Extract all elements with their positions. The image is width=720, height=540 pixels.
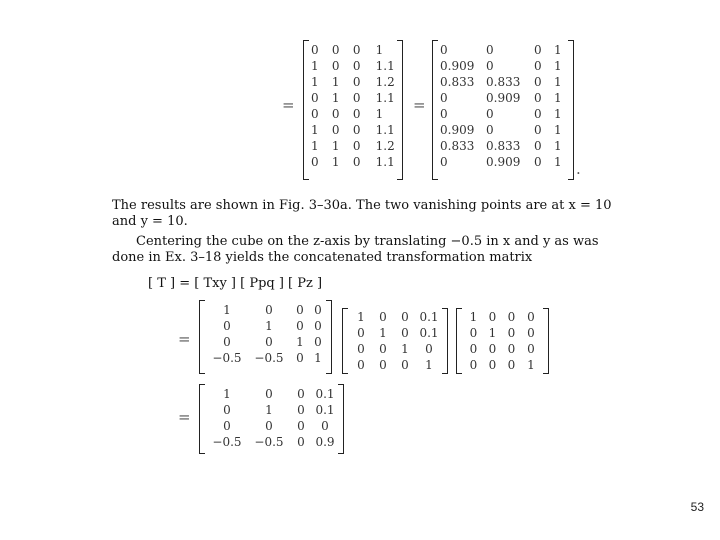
matrix-cell: 0 [314, 335, 322, 349]
matrix-cell: 0.909 [486, 91, 521, 105]
matrix-row [311, 138, 403, 154]
matrix-cell: 0.1 [419, 326, 439, 340]
matrix-cell: 1.2 [375, 75, 395, 89]
matrix-cell: 1 [425, 358, 433, 372]
matrix-cell: 1 [223, 303, 231, 317]
matrix-cell: 1 [554, 43, 562, 57]
matrix-cell: 1 [379, 326, 387, 340]
matrix-cell: 0 [296, 351, 304, 365]
matrix-row [311, 42, 403, 58]
matrix-cell: 0 [297, 435, 305, 449]
matrix-cell: 0 [311, 91, 319, 105]
paragraph-line-1: The results are shown in Fig. 3–30a. The two vanishing points are at x = 10 [112, 198, 612, 213]
matrix-cell: 1 [554, 59, 562, 73]
matrix-cell: 0 [401, 358, 409, 372]
page-number: 53 [690, 500, 704, 514]
matrix-cell: 1 [554, 75, 562, 89]
matrix-cell: 1 [331, 155, 340, 169]
matrix-cell: 0 [223, 335, 231, 349]
matrix-cell: 0 [379, 358, 387, 372]
top-matrix-a [303, 40, 403, 180]
matrix-row [464, 357, 541, 373]
matrix-cell: 0 [352, 43, 361, 57]
matrix-cell: 0.1 [315, 403, 335, 417]
matrix-cell: 0 [534, 139, 542, 153]
matrix-cell: 0 [352, 59, 361, 73]
matrix-row [207, 386, 339, 402]
matrix-cell: 0 [311, 107, 319, 121]
matrix-row [464, 325, 541, 341]
matrix-cell: 0 [352, 139, 361, 153]
matrix-cell: 1 [357, 310, 365, 324]
matrix-cell: 0 [507, 310, 516, 324]
matrix-cell: 1 [314, 351, 322, 365]
matrix-cell: 0 [331, 123, 340, 137]
matrix-cell: 0 [486, 43, 494, 57]
matrix-row [350, 309, 442, 325]
matrix-txy [199, 300, 332, 374]
matrix-cell: 0 [296, 303, 304, 317]
matrix-cell: 0.909 [440, 59, 475, 73]
matrix-cell: 0.9 [315, 435, 335, 449]
matrix-cell: 0 [223, 319, 231, 333]
matrix-cell: 1.1 [375, 155, 395, 169]
top-equals-2: = [413, 96, 426, 114]
matrix-cell: 1.1 [375, 91, 395, 105]
matrix-cell: 1 [311, 123, 319, 137]
matrix-row [311, 154, 403, 170]
matrix-cell: 0 [488, 310, 497, 324]
matrix-cell: 1 [375, 43, 384, 57]
matrix-cell: 0 [223, 403, 231, 417]
paragraph-line-4: done in Ex. 3–18 yields the concatenated transformation matrix [112, 250, 533, 265]
equals-row-2: = [178, 408, 191, 426]
matrix-row [440, 138, 572, 154]
matrix-cell: 1 [554, 91, 562, 105]
matrix-cell: 0 [331, 59, 340, 73]
matrix-cell: 1.1 [375, 59, 395, 73]
matrix-cell: 1 [554, 155, 562, 169]
matrix-cell: 0 [223, 419, 231, 433]
matrix-cell: 0 [311, 155, 319, 169]
matrix-cell: 1 [488, 326, 497, 340]
matrix-cell: 1 [331, 91, 340, 105]
matrix-cell: 0 [469, 326, 478, 340]
matrix-row [311, 90, 403, 106]
matrix-cell: 0 [507, 342, 516, 356]
matrix-row [440, 58, 572, 74]
matrix-cell: 0 [265, 303, 273, 317]
top-matrix-b [432, 40, 574, 180]
matrix-cell: 0 [440, 107, 448, 121]
matrix-cell: −0.5 [212, 351, 242, 365]
matrix-cell: 0 [296, 319, 304, 333]
matrix-row [464, 309, 541, 325]
matrix-cell: 0 [352, 91, 361, 105]
matrix-cell: 1 [469, 310, 478, 324]
matrix-cell: 0 [357, 342, 365, 356]
matrix-cell: 0 [401, 326, 409, 340]
matrix-cell: 1 [311, 59, 319, 73]
matrix-row [350, 325, 442, 341]
top-period: . [576, 160, 581, 178]
matrix-cell: 0 [265, 419, 273, 433]
matrix-row [440, 74, 572, 90]
matrix-cell: 0 [314, 319, 322, 333]
matrix-cell: 1 [223, 387, 231, 401]
matrix-cell: 1 [311, 139, 319, 153]
matrix-cell: 0.833 [486, 75, 521, 89]
top-equals-1: = [282, 96, 295, 114]
matrix-cell: 0 [425, 342, 433, 356]
matrix-row [207, 402, 339, 418]
matrix-row [311, 122, 403, 138]
matrix-row [311, 106, 403, 122]
matrix-cell: 0 [534, 91, 542, 105]
matrix-cell: 1 [311, 75, 319, 89]
matrix-row [440, 154, 572, 170]
matrix-row [440, 122, 572, 138]
matrix-cell: 0 [297, 403, 305, 417]
matrix-cell: 1 [331, 139, 340, 153]
matrix-cell: 0 [379, 342, 387, 356]
matrix-cell: 0 [352, 155, 361, 169]
matrix-cell: 0 [297, 419, 305, 433]
matrix-cell: 0.1 [419, 310, 439, 324]
matrix-cell: 0 [331, 107, 340, 121]
matrix-cell: 1 [401, 342, 409, 356]
matrix-cell: 0 [311, 43, 319, 57]
equals-row-1: = [178, 330, 191, 348]
matrix-cell: −0.5 [254, 351, 284, 365]
matrix-cell: 0.833 [440, 75, 475, 89]
matrix-cell: −0.5 [212, 435, 242, 449]
matrix-cell: 0 [534, 43, 542, 57]
matrix-cell: 0.1 [315, 387, 335, 401]
matrix-cell: 0 [507, 358, 516, 372]
matrix-cell: 0 [469, 342, 478, 356]
matrix-cell: 0 [488, 342, 497, 356]
paragraph-line-2: and y = 10. [112, 214, 188, 229]
matrix-row [440, 90, 572, 106]
matrix-cell: 0 [321, 419, 329, 433]
matrix-cell: 0.833 [440, 139, 475, 153]
matrix-cell: 0 [440, 43, 448, 57]
matrix-cell: 0 [534, 155, 542, 169]
matrix-cell: 1 [296, 335, 304, 349]
matrix-cell: 0 [352, 75, 361, 89]
matrix-cell: 0 [352, 107, 361, 121]
matrix-cell: 1 [554, 123, 562, 137]
equation-lhs: [ T ] = [ Txy ] [ Ppq ] [ Pz ] [148, 276, 323, 291]
matrix-cell: 1 [375, 107, 384, 121]
matrix-row [350, 357, 442, 373]
matrix-cell: 0 [488, 358, 497, 372]
matrix-cell: 0 [357, 358, 365, 372]
paragraph-line-3: Centering the cube on the z-axis by translating −0.5 in x and y as was [136, 234, 599, 249]
matrix-cell: 1 [331, 75, 340, 89]
matrix-cell: 0 [527, 310, 535, 324]
matrix-row [464, 341, 541, 357]
matrix-cell: 0 [534, 59, 542, 73]
matrix-cell: 0 [486, 123, 494, 137]
matrix-cell: 0 [314, 303, 322, 317]
matrix-row [207, 318, 327, 334]
matrix-cell: 0 [440, 91, 448, 105]
matrix-cell: 1 [265, 319, 273, 333]
matrix-cell: 0 [486, 107, 494, 121]
matrix-result [199, 384, 344, 454]
matrix-cell: 0 [352, 123, 361, 137]
matrix-cell: 0 [265, 335, 273, 349]
matrix-row [207, 334, 327, 350]
matrix-cell: 0 [534, 123, 542, 137]
matrix-cell: 1 [554, 139, 562, 153]
matrix-row [440, 106, 572, 122]
matrix-row [311, 58, 403, 74]
matrix-cell: 0 [534, 75, 542, 89]
matrix-ppq [342, 308, 448, 374]
matrix-row [350, 341, 442, 357]
matrix-row [207, 434, 339, 450]
matrix-cell: 0 [357, 326, 365, 340]
matrix-cell: 1 [527, 358, 535, 372]
matrix-cell: 0 [297, 387, 305, 401]
matrix-cell: 0 [534, 107, 542, 121]
matrix-cell: 1.1 [375, 123, 395, 137]
matrix-cell: −0.5 [254, 435, 284, 449]
matrix-cell: 0 [379, 310, 387, 324]
matrix-cell: 0 [527, 326, 535, 340]
matrix-cell: 0.833 [486, 139, 521, 153]
matrix-cell: 1.2 [375, 139, 395, 153]
matrix-cell: 0 [507, 326, 516, 340]
matrix-cell: 1 [265, 403, 273, 417]
matrix-cell: 0 [331, 43, 340, 57]
matrix-cell: 0.909 [440, 123, 475, 137]
matrix-cell: 0 [486, 59, 494, 73]
matrix-row [440, 42, 572, 58]
matrix-row [311, 74, 403, 90]
matrix-cell: 0 [527, 342, 535, 356]
matrix-cell: 0.909 [486, 155, 521, 169]
matrix-cell: 0 [401, 310, 409, 324]
matrix-pz [456, 308, 549, 374]
matrix-cell: 1 [554, 107, 562, 121]
matrix-row [207, 418, 339, 434]
matrix-row [207, 302, 327, 318]
matrix-cell: 0 [440, 155, 448, 169]
matrix-cell: 0 [265, 387, 273, 401]
matrix-row [207, 350, 327, 366]
matrix-cell: 0 [469, 358, 478, 372]
